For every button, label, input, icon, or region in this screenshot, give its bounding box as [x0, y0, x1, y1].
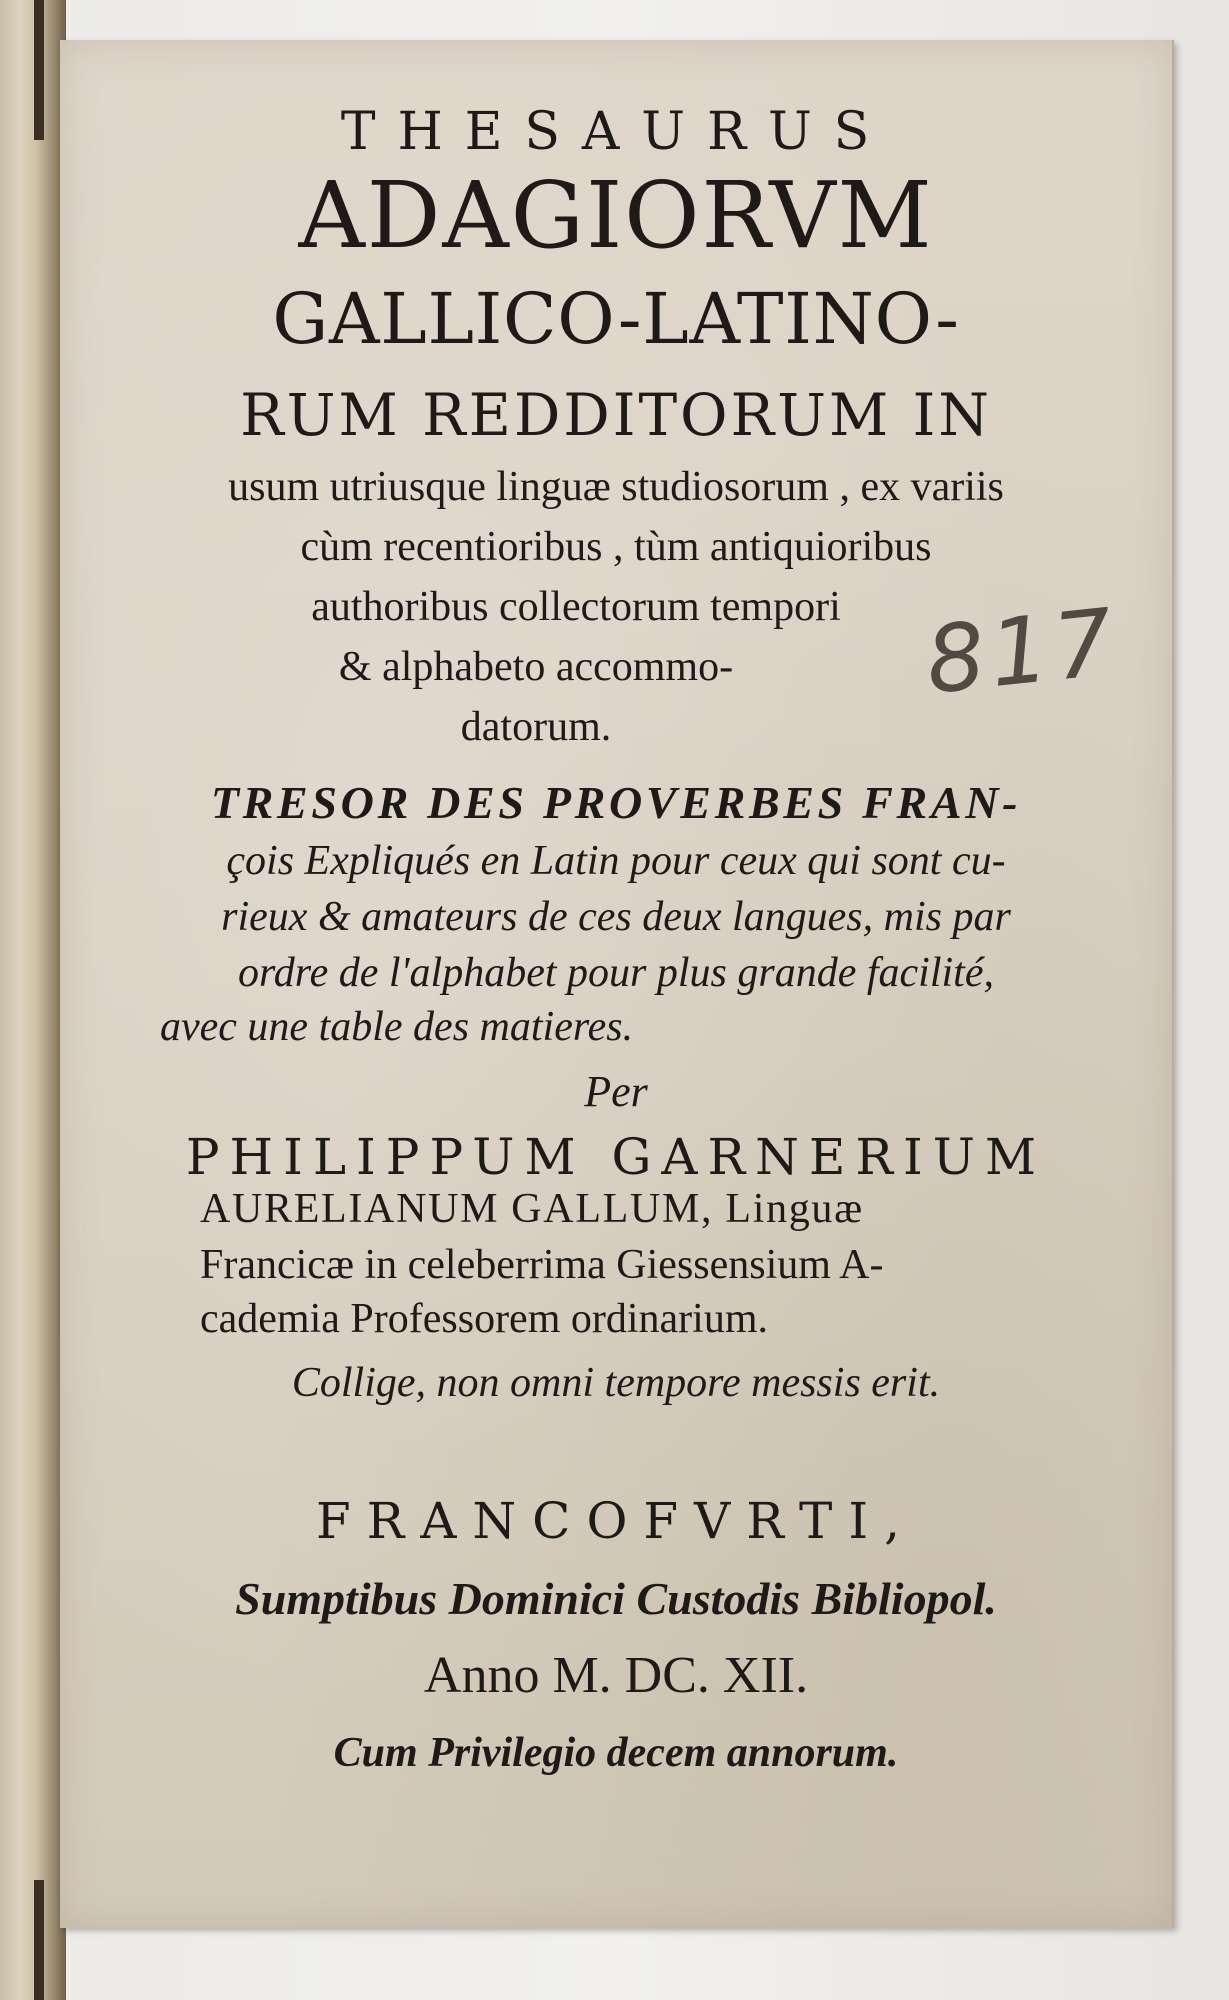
author-line-2: AURELIANUM GALLUM, Linguæ	[200, 1186, 864, 1232]
author-line-4: cademia Professorem ordinarium.	[200, 1296, 768, 1342]
title-page	[60, 40, 1174, 1928]
author-line-3: Francicæ in celeberrima Giessensium A-	[200, 1242, 884, 1288]
imprint-city: FRANCOFVRTI,	[315, 1492, 916, 1550]
author-name: PHILIPPUM GARNERIUM	[185, 1128, 1047, 1186]
subtitle-line-5: datorum.	[460, 704, 612, 750]
french-title-line-5: avec une table des matieres.	[160, 1004, 634, 1050]
french-title-line-1: TRESOR DES PROVERBES FRAN-	[210, 777, 1022, 828]
french-title-line-2: çois Expliqués en Latin pour ceux qui sont cu-	[226, 838, 1006, 884]
book-binding	[0, 0, 66, 2000]
imprint-publisher: Sumptibus Dominici Custodis Bibliopol.	[235, 1573, 997, 1624]
title-line-4: RUM REDDITORUM IN	[240, 381, 992, 449]
privilege-note: Cum Privilegio decem annorum.	[333, 1730, 899, 1776]
motto: Collige, non omni tempore messis erit.	[291, 1360, 941, 1406]
subtitle-line-2: cùm recentioribus , tùm antiquioribus	[300, 524, 932, 570]
french-title-line-4: ordre de l'alphabet pour plus grande facilité,	[238, 950, 994, 996]
title-line-2: ADAGIORVM	[298, 162, 934, 269]
french-title-line-3: rieux & amateurs de ces deux langues, mis par	[221, 894, 1011, 940]
title-line-1: THESAURUS	[340, 102, 892, 162]
title-line-3: GALLICO-LATINO-	[272, 278, 960, 360]
handwritten-annotation: 817	[920, 588, 1124, 715]
per-label: Per	[584, 1067, 648, 1116]
imprint-year: Anno M. DC. XII.	[423, 1647, 809, 1704]
subtitle-line-4: & alphabeto accommo-	[338, 644, 734, 690]
subtitle-line-1: usum utriusque linguæ studiosorum , ex variis	[228, 464, 1004, 510]
subtitle-line-3: authoribus collectorum tempori	[311, 584, 841, 630]
